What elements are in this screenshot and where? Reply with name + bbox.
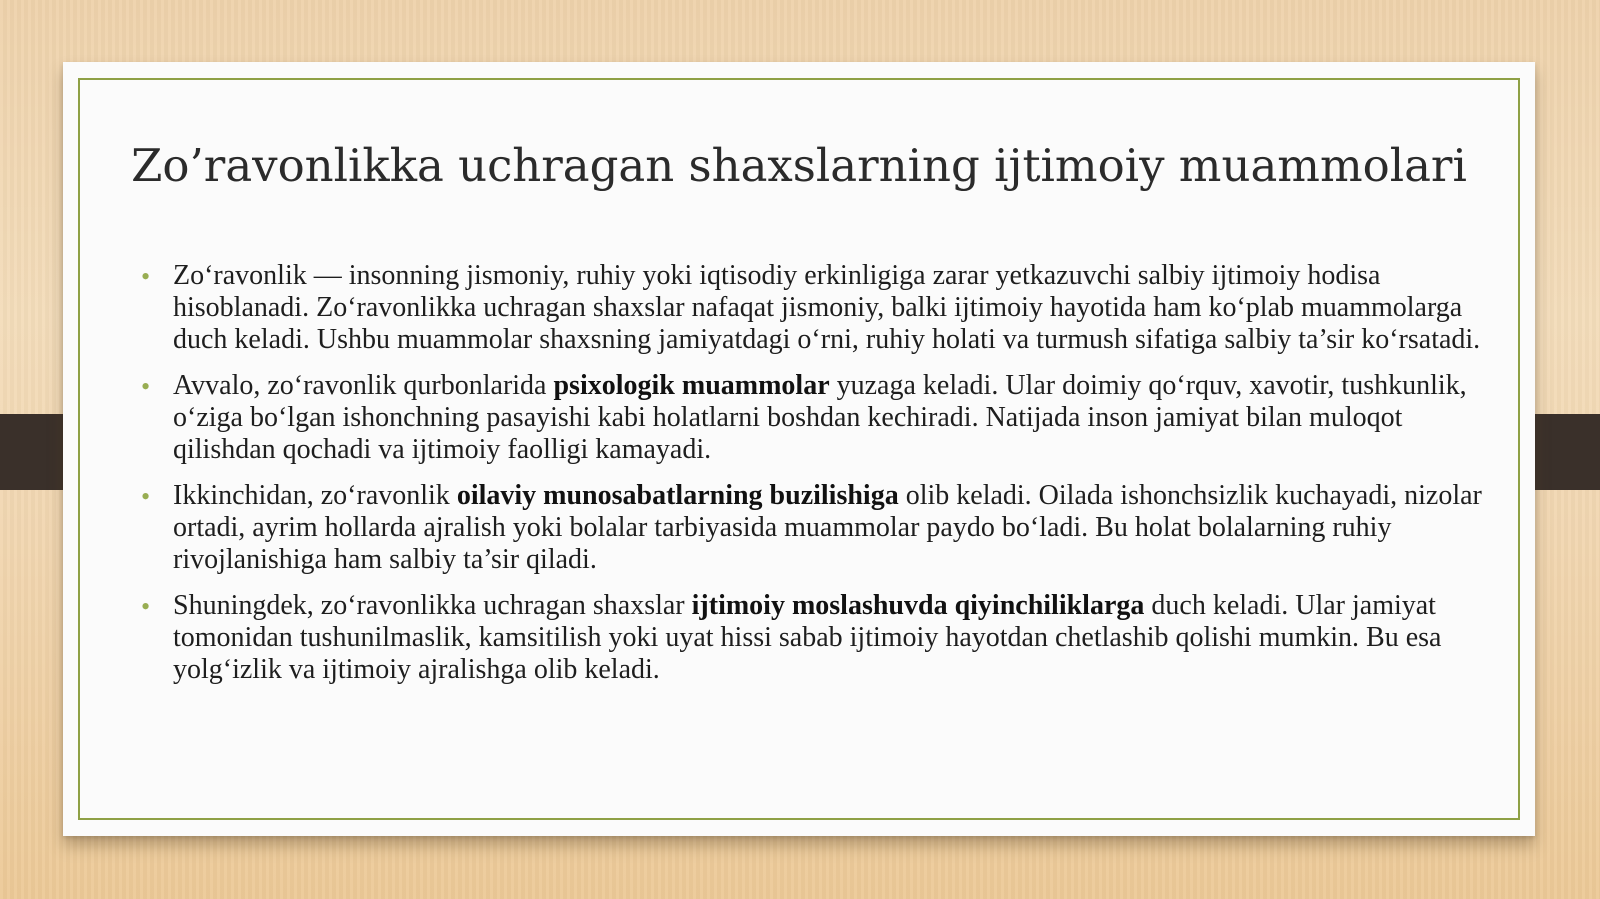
bullet-text: Ikkinchidan, zo‘ravonlik: [173, 480, 457, 511]
bullet-text-continued: yuzaga keladi. Ular doimiy qo‘rquv, xavotir, tushkunlik, o‘ziga bo‘lgan ishonchning pasayishi kabi holatlarni boshdan kechiradi. Natijada inson jamiyat bilan muloqot qilishdan qochadi va ijtimoiy faolligi kamayadi.: [173, 370, 1467, 465]
bullet-emphasis: oilaviy munosabatlarning buzilishiga: [456, 480, 899, 511]
bullet-icon: •: [141, 592, 151, 621]
bullet-item: [141, 590, 1487, 686]
slide-title: Zo’ravonlikka uchragan shaxslarning ijtimoiy muammolari: [131, 139, 1467, 192]
bullet-text-continued: olib keladi. Oilada ishonchsizlik kuchayadi, nizolar ortadi, ayrim hollarda ajralish yoki bolalar tarbiyasida muammolar paydo bo‘ladi. Bu holat bolalarning ruhiy rivojlanishiga ham salbiy ta’sir qiladi.: [173, 480, 1482, 575]
bullet-item: [141, 370, 1487, 466]
bullet-icon: •: [141, 262, 151, 291]
bullet-text: Zo‘ravonlik — insonning jismoniy, ruhiy yoki iqtisodiy erkinligiga zarar yetkazuvchi salbiy ijtimoiy hodisa hisoblanadi. Zo‘ravonlikka uchragan shaxslar nafaqat jismoniy, balki ijtimoiy hayotida ham ko‘plab muammolarga duch keladi. Ushbu muammolar shaxsning jamiyatdagi o‘rni, ruhiy holati va turmush sifatiga salbiy ta’sir ko‘rsatadi.: [173, 260, 1481, 355]
bullet-text: Avvalo, zo‘ravonlik qurbonlarida: [173, 370, 554, 401]
bullet-emphasis: psixologik muammolar: [553, 370, 830, 401]
bullet-icon: •: [141, 372, 151, 401]
bullet-icon: •: [141, 482, 151, 511]
bullet-item: [141, 480, 1487, 576]
bullet-text: Shuningdek, zo‘ravonlikka uchragan shaxslar: [173, 590, 692, 621]
bullet-text-continued: duch keladi. Ular jamiyat tomonidan tushunilmaslik, kamsitilish yoki uyat hissi sabab ijtimoiy hayotdan chetlashib qolishi mumkin. Bu esa yolg‘izlik va ijtimoiy ajralishga olib keladi.: [173, 590, 1442, 685]
bullet-emphasis: ijtimoiy moslashuvda qiyinchiliklarga: [691, 590, 1145, 621]
bullet-list: [141, 260, 1487, 700]
bullet-item: [141, 260, 1487, 356]
slide-paper: [63, 62, 1535, 836]
